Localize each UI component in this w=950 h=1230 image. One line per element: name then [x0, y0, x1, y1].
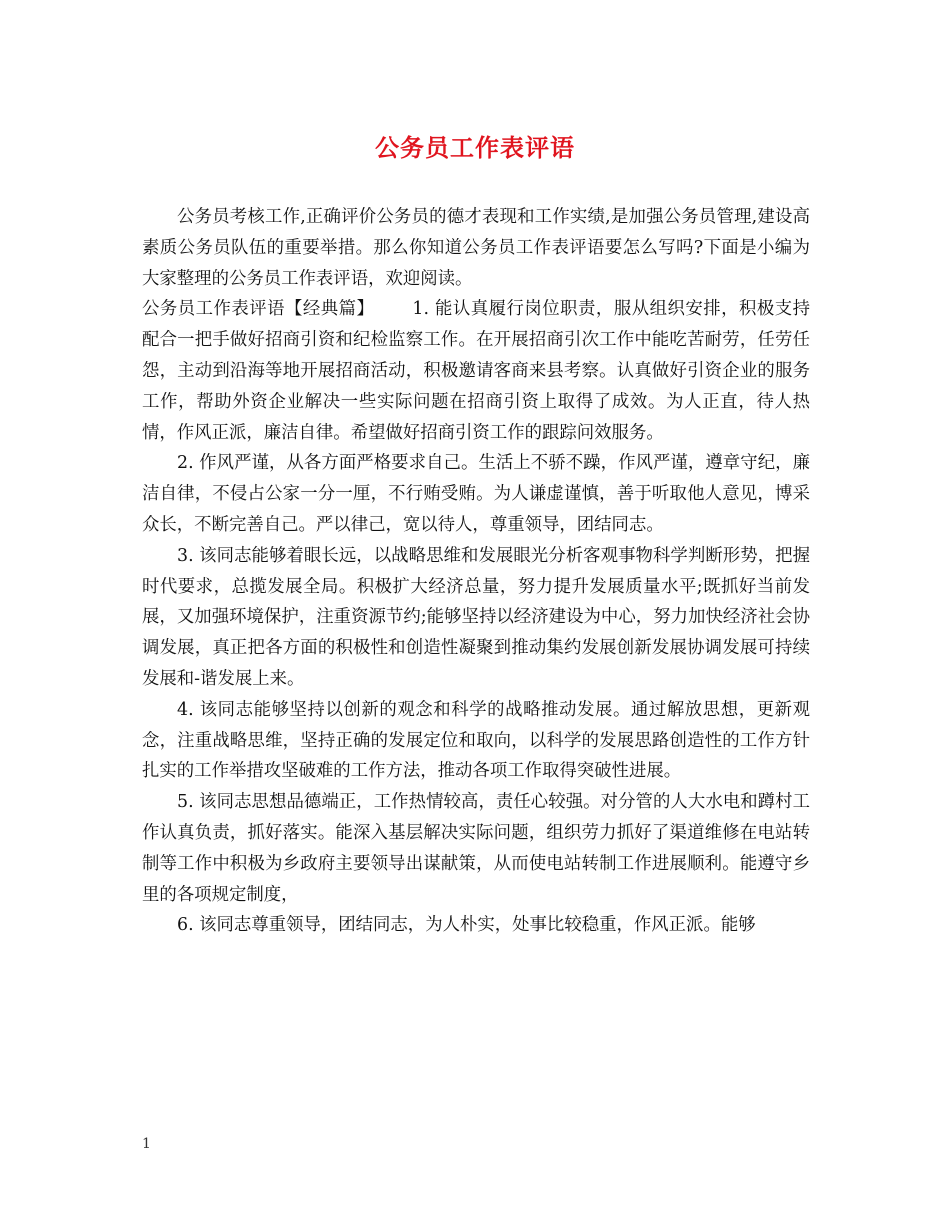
- comment-item-2: 2. 作风严谨，从各方面严格要求自己。生活上不骄不躁，作风严谨，遵章守纪，廉洁自律，不侵占公家一分一厘，不行贿受贿。为人谦虚谨慎，善于听取他人意见，博采众长，不断完善自己。严以律己，宽以待人，尊重领导，团结同志。: [142, 453, 810, 535]
- section-paragraph: [142, 294, 810, 448]
- page-number: 1: [142, 1136, 151, 1152]
- document-body: [142, 202, 810, 941]
- comment-item-4: 4. 该同志能够坚持以创新的观念和科学的战略推动发展。通过解放思想，更新观念，注重战略思维，坚持正确的发展定位和取向，以科学的发展思路创造性的工作方针扎实的工作举措攻坚破难的工作方法，推动各项工作取得突破性进展。: [142, 699, 810, 782]
- comment-item-6: 6. 该同志尊重领导，团结同志，为人朴实，处事比较稳重，作风正派。能够: [177, 915, 756, 936]
- document-title: 公务员工作表评语: [375, 133, 575, 162]
- comment-item-5: 5. 该同志思想品德端正，工作热情较高，责任心较强。对分管的人大水电和蹲村工作认真负责，抓好落实。能深入基层解决实际问题，组织劳力抓好了渠道维修在电站转制等工作中积极为乡政府主要领导出谋献策，从而使电站转制工作进展顺利。能遵守乡里的各项规定制度，: [142, 792, 810, 905]
- intro-paragraph: 公务员考核工作,正确评价公务员的德才表现和工作实绩,是加强公务员管理,建设高素质公务员队伍的重要举措。那么你知道公务员工作表评语要怎么写吗?下面是小编为大家整理的公务员工作表评语，欢迎阅读。: [142, 207, 810, 289]
- section-heading: 公务员工作表评语【经典篇】: [142, 299, 375, 320]
- comment-item-1: 1. 能认真履行岗位职责，服从组织安排，积极支持配合一把手做好招商引资和纪检监察工作。在开展招商引次工作中能吃苦耐劳，任劳任怨，主动到沿海等地开展招商活动，积极邀请客商来县考察。认真做好引资企业的服务工作，帮助外资企业解决一些实际问题在招商引资上取得了成效。为人正直，待人热情，作风正派，廉洁自律。希望做好招商引资工作的跟踪问效服务。: [142, 299, 810, 443]
- comment-item-3: 3. 该同志能够着眼长远，以战略思维和发展眼光分析客观事物科学判断形势，把握时代要求，总揽发展全局。积极扩大经济总量，努力提升发展质量水平;既抓好当前发展，又加强环境保护，注重资源节约;能够坚持以经济建设为中心，努力加快经济社会协调发展，真正把各方面的积极性和创造性凝聚到推动集约发展创新发展协调发展可持续发展和-谐发展上来。: [142, 545, 810, 689]
